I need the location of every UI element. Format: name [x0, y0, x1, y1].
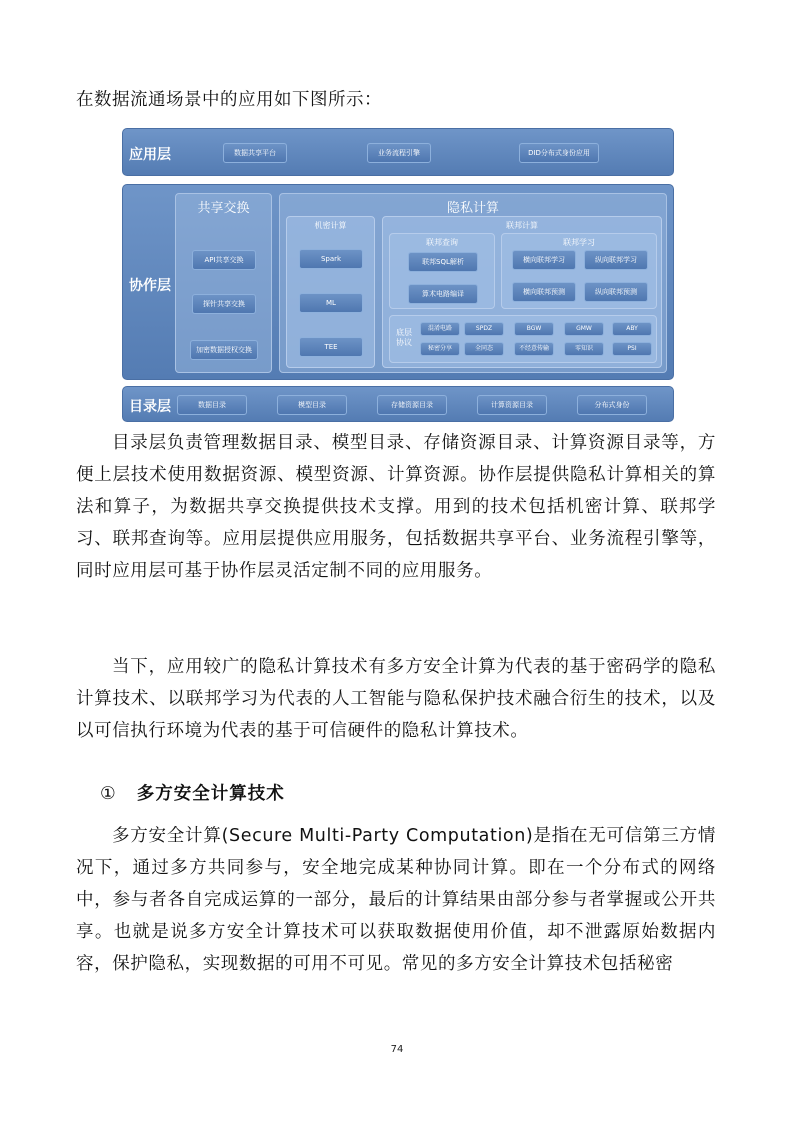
protocol-item: PSI: [612, 342, 652, 356]
collab-layer: [122, 184, 674, 380]
heading-number: ①: [100, 784, 117, 804]
protocol-item: 秘密分享: [420, 342, 460, 356]
directory-item: 存储资源目录: [377, 395, 447, 415]
protocol-item: GMW: [564, 322, 604, 336]
protocol-item: 全同态: [464, 342, 504, 356]
confidential-item: ML: [299, 293, 363, 313]
directory-item: 数据目录: [177, 395, 247, 415]
app-layer-label: 应用层: [129, 147, 171, 163]
directory-item: 分布式身份: [577, 395, 647, 415]
share-exchange-title: 共享交换: [197, 201, 250, 216]
page-number: 74: [390, 1044, 404, 1055]
federated-learning-item: 横向联邦学习: [512, 250, 576, 270]
federated-learning-item: 横向联邦预测: [512, 282, 576, 302]
protocol-panel: [389, 315, 657, 363]
federated-computing-title: 联邦计算: [506, 221, 538, 230]
federated-learning-item: 纵向联邦预测: [584, 282, 648, 302]
federated-query-panel: [389, 233, 495, 309]
intro-text: 在数据流通场景中的应用如下图所示：: [76, 90, 382, 110]
app-item: 数据共享平台: [223, 143, 287, 163]
paragraph-directory-layer: 目录层负责管理数据目录、模型目录、存储资源目录、计算资源目录等，方便上层技术使用数据资源、模型资源、计算资源。协作层提供隐私计算相关的算法和算子，为数据共享交换提供技术支撑。用到的技术包括机密计算、联邦学习、联邦查询等。应用层提供应用服务，包括数据共享平台、业务流程引擎等，同时应用层可基于协作层灵活定制不同的应用服务。: [76, 433, 716, 581]
federated-query-item: 算术电路编译: [408, 284, 478, 304]
section-heading: [100, 780, 285, 805]
directory-layer-label: 目录层: [129, 399, 171, 415]
confidential-item: TEE: [299, 337, 363, 357]
protocol-label: 底层协议: [396, 328, 412, 347]
federated-learning-title: 联邦学习: [563, 238, 595, 247]
share-item: 探针共享交换: [192, 294, 256, 314]
protocol-item: SPDZ: [464, 322, 504, 336]
protocol-item: 不经意传输: [514, 342, 554, 356]
confidential-item: Spark: [299, 249, 363, 269]
confidential-computing-panel: [286, 216, 375, 368]
collab-layer-label: 协作层: [129, 278, 171, 294]
privacy-computing-title: 隐私计算: [446, 201, 499, 216]
heading-text: 多方安全计算技术: [136, 784, 285, 804]
federated-computing-panel: [382, 216, 662, 368]
app-item: 业务流程引擎: [367, 143, 431, 163]
share-item: 加密数据授权交换: [190, 340, 258, 360]
architecture-diagram: [122, 128, 674, 424]
protocol-item: ABY: [612, 322, 652, 336]
confidential-computing-title: 机密计算: [314, 221, 347, 230]
federated-query-title: 联邦查询: [426, 238, 458, 247]
paragraph-privacy-tech: 当下，应用较广的隐私计算技术有多方安全计算为代表的基于密码学的隐私计算技术、以联邦学习为代表的人工智能与隐私保护技术融合衍生的技术，以及以可信执行环境为代表的基于可信硬件的隐私计算技术。: [76, 657, 716, 741]
protocol-item: 混淆电路: [420, 322, 460, 336]
federated-query-item: 联邦SQL解析: [408, 252, 478, 272]
share-item: API共享交换: [192, 250, 256, 270]
federated-learning-panel: [501, 233, 657, 309]
share-exchange-panel: [175, 193, 272, 373]
protocol-item: 零知识: [564, 342, 604, 356]
app-layer: [122, 128, 674, 176]
app-item: DID分布式身份应用: [519, 143, 599, 163]
federated-learning-item: 纵向联邦学习: [584, 250, 648, 270]
directory-item: 计算资源目录: [477, 395, 547, 415]
privacy-computing-panel: [279, 193, 667, 373]
directory-item: 模型目录: [277, 395, 347, 415]
directory-layer: [122, 386, 674, 422]
paragraph-mpc: 多方安全计算(Secure Multi-Party Computation)是指在无可信第三方情况下，通过多方共同参与，安全地完成某种协同计算。即在一个分布式的网络中，参与者各自完成运算的一部分，最后的计算结果由部分参与者掌握或公开共享。也就是说多方安全计算技术可以获取数据使用价值，却不泄露原始数据内容，保护隐私，实现数据的可用不可见。常见的多方安全计算技术包括秘密: [76, 826, 716, 974]
protocol-item: BGW: [514, 322, 554, 336]
